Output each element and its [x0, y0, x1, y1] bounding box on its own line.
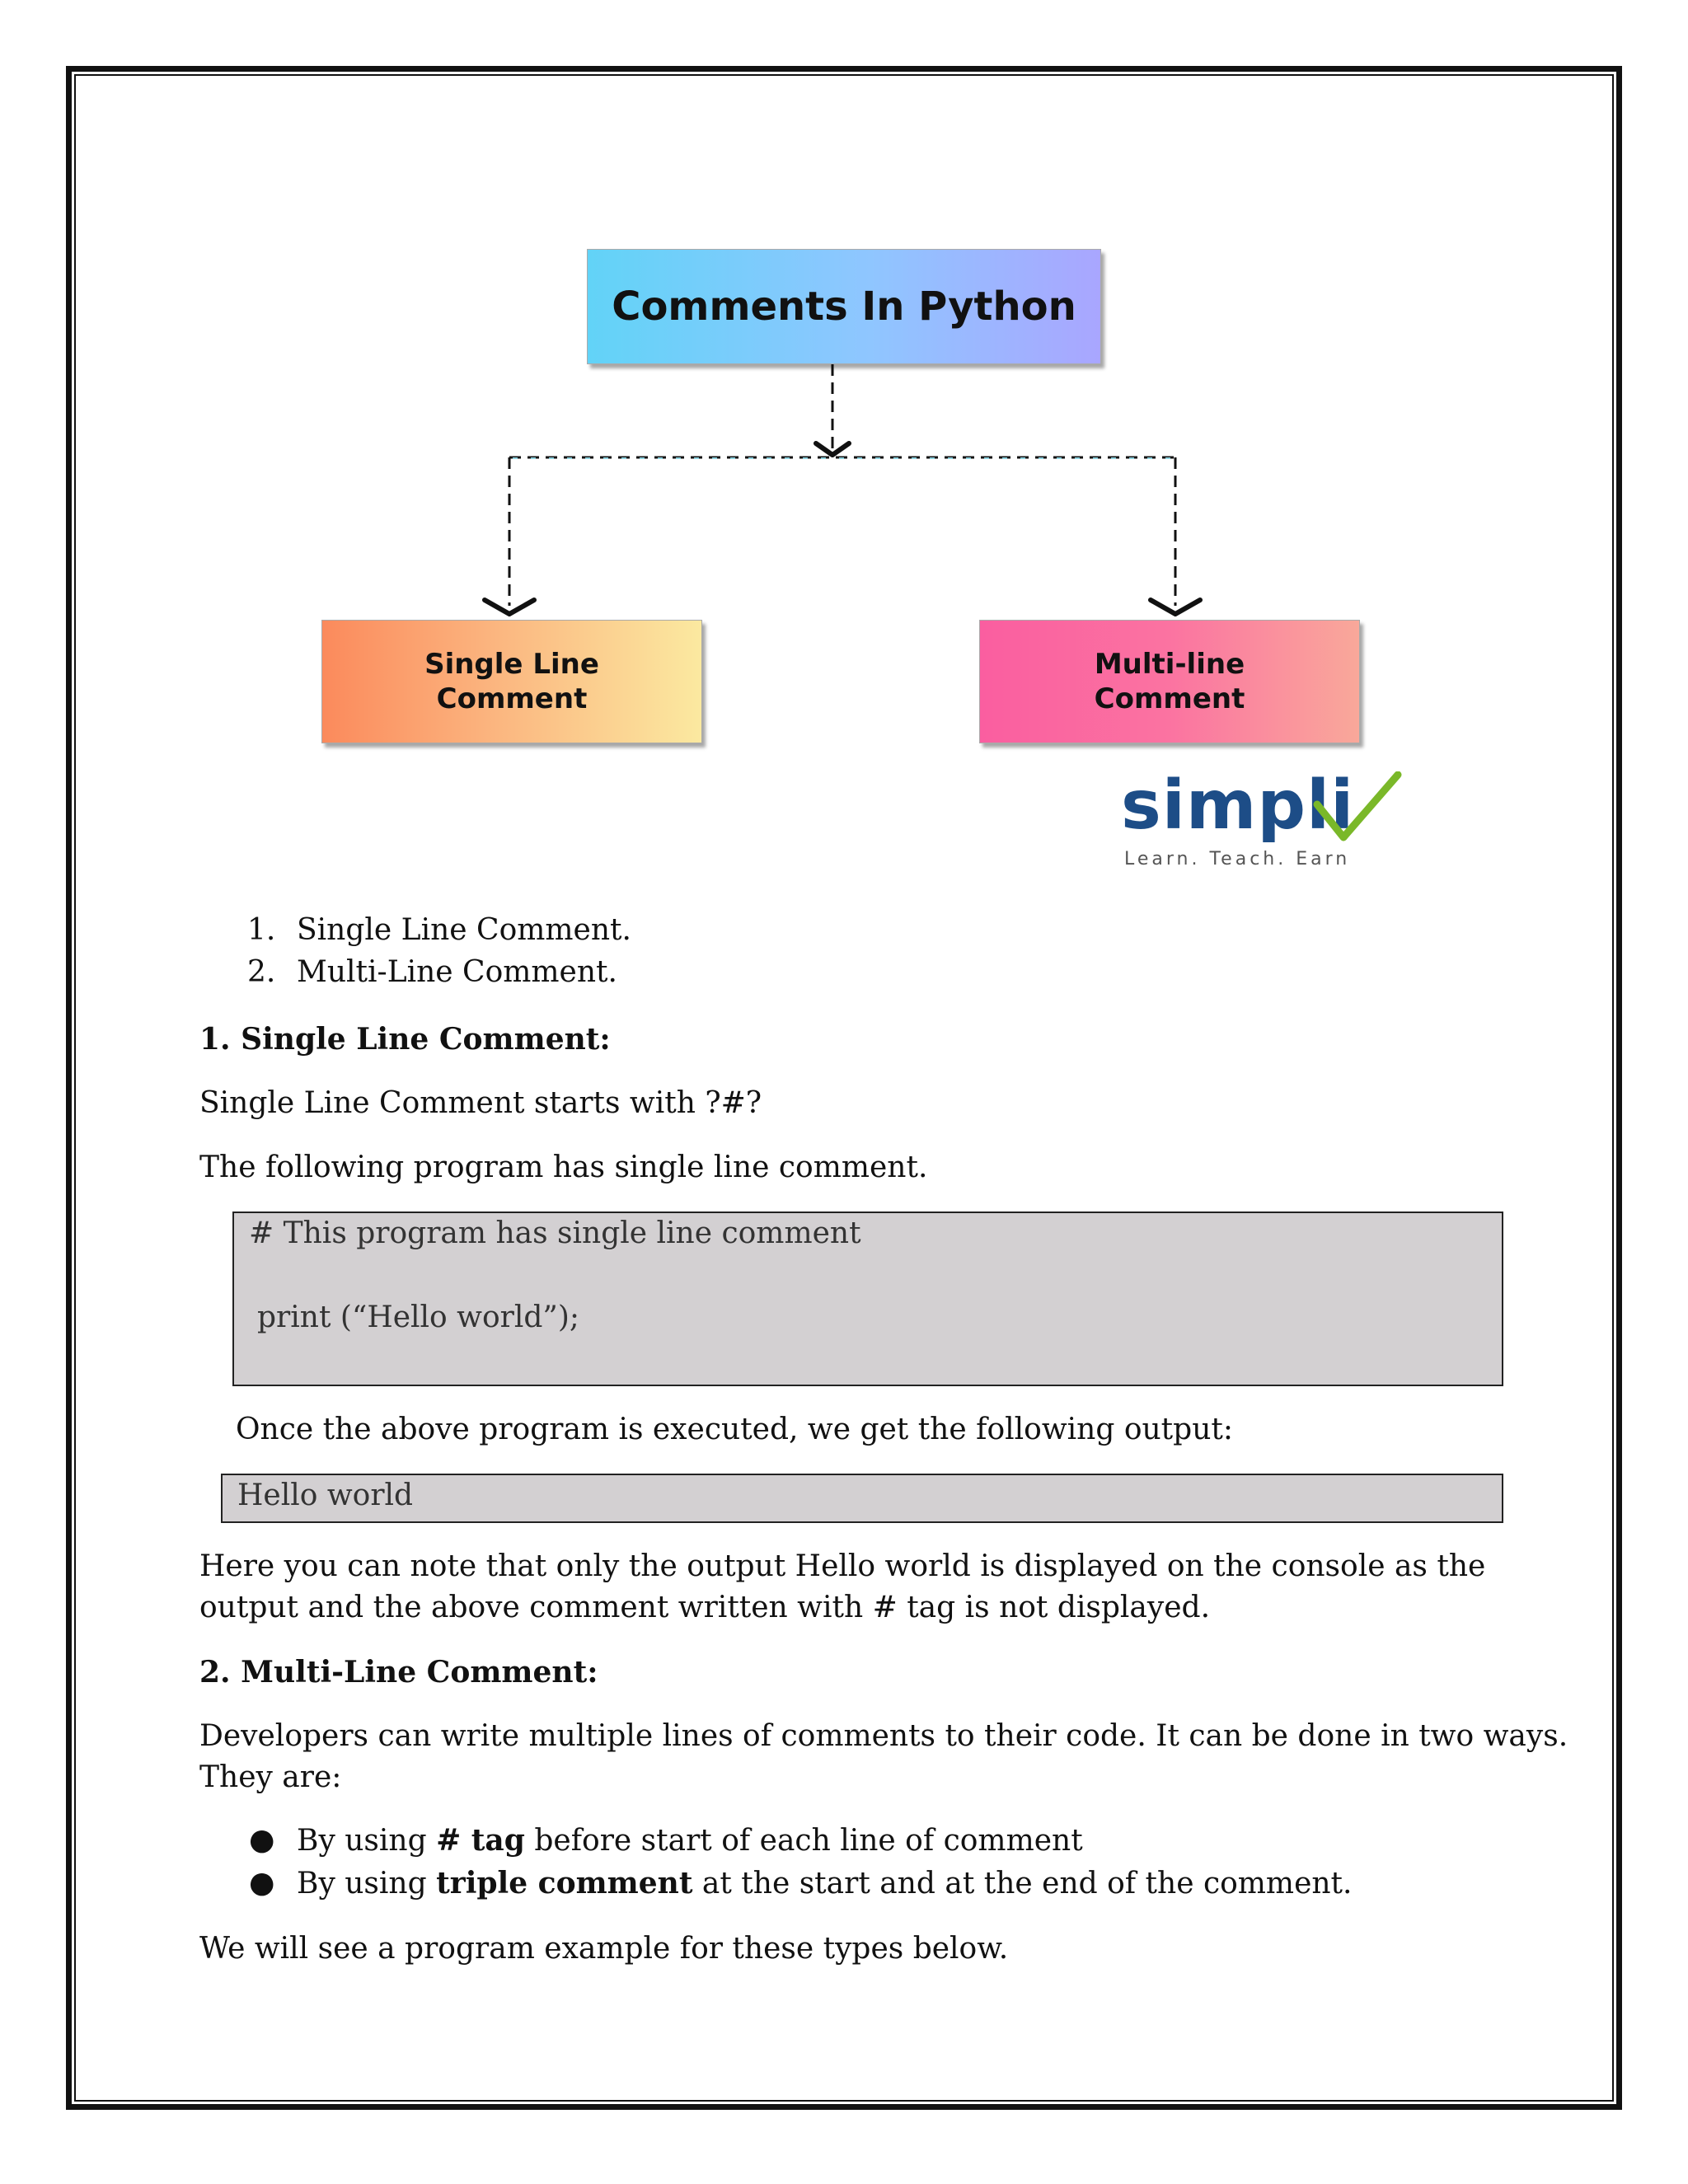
section1-intro: Single Line Comment starts with ?#? — [199, 1086, 762, 1120]
single-line-box-label-1: Single Line — [424, 648, 599, 681]
output-text: Hello world — [237, 1479, 414, 1512]
bullet-text-bold: triple comment — [436, 1866, 693, 1900]
section2-closing: We will see a program example for these types below. — [199, 1932, 1009, 1966]
multi-line-box-label-2: Comment — [1094, 682, 1245, 715]
section1-note-line1: Here you can note that only the output Hello world is displayed on the console as the — [199, 1549, 1486, 1583]
bullet-text-post: at the start and at the end of the comment. — [692, 1867, 1353, 1900]
list-item-text: Single Line Comment. — [297, 913, 631, 947]
output-block — [221, 1474, 1503, 1523]
simpliv-logo — [1121, 766, 1393, 874]
bullet-text-pre: By using — [297, 1867, 437, 1900]
multi-line-box — [979, 620, 1360, 743]
single-line-box-label-2: Comment — [436, 682, 588, 715]
list-item-number: 2. — [247, 955, 276, 989]
checkmark-icon — [1312, 771, 1403, 846]
section2-intro-line2: They are: — [199, 1760, 342, 1794]
bullet-icon: ● — [249, 1823, 275, 1857]
left-arrowhead-icon — [485, 600, 534, 614]
bullet-text-bold: # tag — [436, 1823, 525, 1858]
section1-heading: 1. Single Line Comment: — [199, 1022, 611, 1057]
single-line-box — [321, 620, 702, 743]
comments-diagram — [0, 0, 1688, 907]
multi-line-box-label-1: Multi-line — [1094, 648, 1245, 681]
root-box — [587, 249, 1101, 364]
bullet-text-post: before start of each line of comment — [524, 1824, 1083, 1858]
logo-wordmark: simpli — [1121, 766, 1355, 845]
code-block — [232, 1212, 1503, 1386]
code-line-print: print (“Hello world”); — [257, 1301, 579, 1334]
root-box-label: Comments In Python — [612, 284, 1076, 330]
section1-note-line2: output and the above comment written with # tag is not displayed. — [199, 1591, 1211, 1624]
right-arrowhead-icon — [1151, 600, 1200, 614]
section1-program-intro: The following program has single line comment. — [199, 1151, 928, 1184]
section2-heading: 2. Multi-Line Comment: — [199, 1655, 598, 1690]
code-line-comment: # This program has single line comment — [249, 1216, 861, 1250]
list-item-text: Multi-Line Comment. — [297, 955, 617, 989]
section2-intro-line1: Developers can write multiple lines of comments to their code. It can be done in two ways. — [199, 1719, 1568, 1753]
output-intro: Once the above program is executed, we get the following output: — [236, 1413, 1233, 1446]
diagram-connectors — [0, 0, 1688, 907]
bullet-text-pre: By using — [297, 1824, 437, 1858]
bullet-icon: ● — [249, 1866, 275, 1900]
list-item-number: 1. — [247, 913, 276, 947]
logo-tagline: Learn. Teach. Earn — [1124, 849, 1351, 869]
